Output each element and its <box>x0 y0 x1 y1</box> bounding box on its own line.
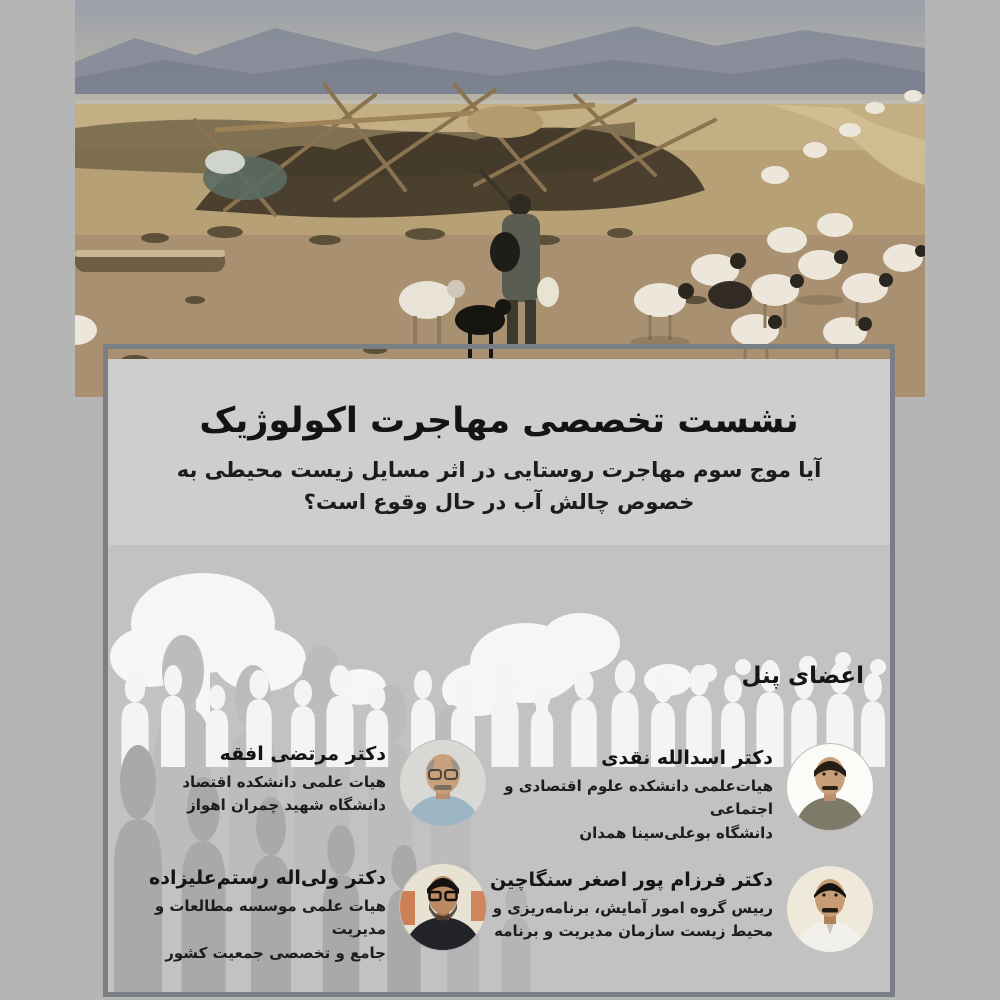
panel-section <box>108 545 890 992</box>
member-name: دکتر ولی‌اله رستم‌علیزاده <box>148 867 386 889</box>
member-avatar <box>399 863 487 951</box>
panel-member-afghah <box>96 739 487 827</box>
member-avatar <box>399 739 487 827</box>
member-affiliation: دانشگاه شهید چمران اهواز <box>187 796 386 815</box>
poster-title: نشست تخصصی مهاجرت اکولوژیک <box>199 401 799 441</box>
poster-header <box>108 359 890 545</box>
member-avatar <box>786 743 874 831</box>
member-affiliation: رییس گروه امور آمایش، برنامه‌ریزی و <box>492 899 773 917</box>
member-affiliation: دانشگاه بوعلی‌سینا همدان <box>579 823 773 842</box>
panel-member-sangachin <box>483 865 874 953</box>
desert-scene-art <box>75 0 925 397</box>
member-affiliation: جامع و تخصصی جمعیت کشور <box>165 943 386 962</box>
member-name: دکتر فرزام پور اصغر سنگاچین <box>489 869 773 891</box>
member-name: دکتر اسدالله نقدی <box>601 747 773 769</box>
poster-card <box>103 344 895 997</box>
member-affiliation: محیط زیست سازمان مدیریت و برنامه <box>494 922 773 941</box>
panel-member-naghdi <box>483 743 874 845</box>
member-affiliation: هیات علمی موسسه مطالعات و مدیریت <box>154 897 386 939</box>
member-affiliation: هیات‌علمی دانشکده علوم اقتصادی و اجتماعی <box>504 777 773 819</box>
panel-heading: اعضای پنل <box>741 663 864 689</box>
member-affiliation: هیات علمی دانشکده اقتصاد <box>182 773 386 791</box>
panel-member-rostamalizadeh <box>96 863 487 965</box>
member-name: دکتر مرتضی افقه <box>219 743 386 765</box>
hero-photo <box>75 0 925 397</box>
member-avatar <box>786 865 874 953</box>
poster-subtitle: آیا موج سوم مهاجرت روستایی در اثر مسایل زیست محیطی به خصوص چالش آب در حال وقوع است؟ <box>176 458 822 514</box>
